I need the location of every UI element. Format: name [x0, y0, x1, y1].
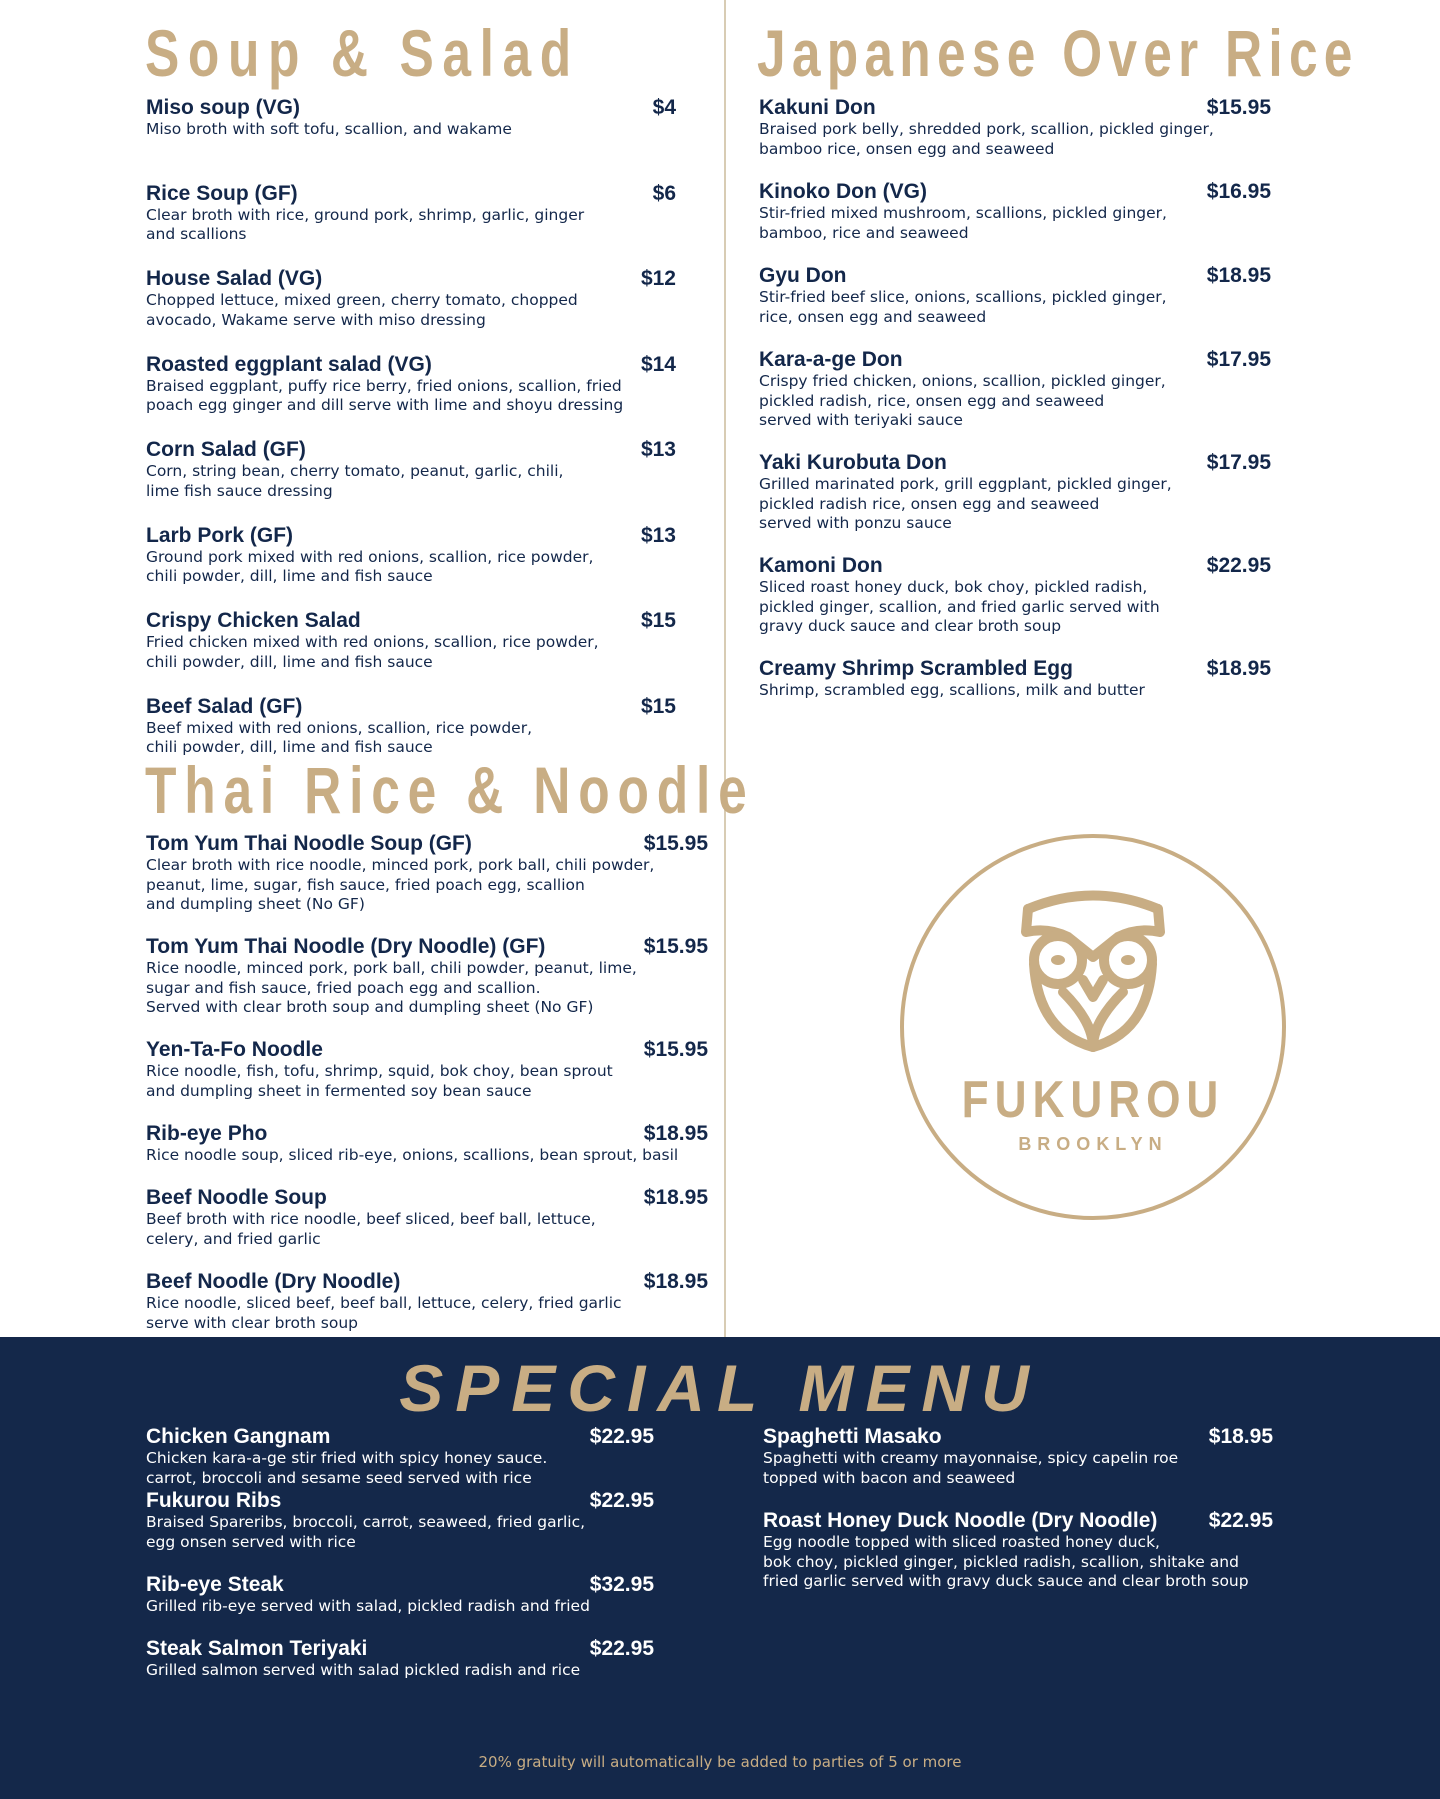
item-name: Kara-a-ge Don	[759, 348, 903, 371]
item-description: Braised Spareribs, broccoli, carrot, seaweed, fried garlic, egg onsen served with rice	[146, 1513, 586, 1551]
item-description: Rice noodle, minced pork, pork ball, chili powder, peanut, lime, sugar and fish sauce, fried poach egg and scallion. Served with clear broth soup and dumpling sheet (No GF)	[146, 959, 637, 1016]
section-title-special-menu: SPECIAL MENU	[399, 1351, 1041, 1425]
special-menu-section	[0, 1337, 1440, 1799]
item-name: Roasted eggplant salad (VG)	[146, 352, 432, 376]
item-description: Stir-fried mixed mushroom, scallions, pickled ginger, bamboo, rice and seaweed	[759, 204, 1167, 242]
owl-logo-icon	[898, 832, 1288, 1222]
item-description: Clear broth with rice, ground pork, shrimp, garlic, ginger and scallions	[146, 205, 585, 243]
item-name: House Salad (VG)	[146, 267, 323, 290]
item-price: $4	[652, 96, 676, 119]
item-name: Yen-Ta-Fo Noodle	[146, 1038, 323, 1061]
logo-name: FUKUROU	[961, 1071, 1225, 1129]
item-name: Beef Noodle Soup	[146, 1186, 327, 1209]
item-price: $15.95	[643, 1038, 708, 1061]
menu-item	[759, 657, 1271, 701]
item-price: $17.95	[1206, 348, 1271, 371]
special-menu-right-list	[763, 1425, 1273, 1592]
item-price: $32.95	[589, 1573, 654, 1596]
menu-item	[759, 96, 1271, 180]
item-description: Chicken kara-a-ge stir fried with spicy honey sauce. carrot, broccoli and sesame seed served with rice	[146, 1449, 548, 1487]
item-name: Beef Salad (GF)	[146, 694, 303, 718]
menu-item	[146, 96, 676, 182]
menu-item	[146, 609, 676, 695]
item-description: Crispy fried chicken, onions, scallion, pickled ginger, pickled radish, rice, onsen egg and seaweed served with teriyaki sauce	[759, 372, 1166, 429]
item-name: Miso soup (VG)	[146, 96, 300, 119]
item-price: $22.95	[589, 1425, 654, 1448]
item-name: Creamy Shrimp Scrambled Egg	[759, 657, 1073, 680]
item-description: Miso broth with soft tofu, scallion, and wakame	[146, 120, 512, 138]
thai-rice-noodle-list	[146, 832, 708, 1354]
item-description: Clear broth with rice noodle, minced pork, pork ball, chili powder, peanut, lime, sugar, fish sauce, fried poach egg, scallion and dumpling sheet (No GF)	[146, 856, 655, 913]
japanese-over-rice-list	[759, 96, 1271, 701]
item-description: Grilled marinated pork, grill eggplant, pickled ginger, pickled radish rice, onsen egg and seaweed served with ponzu sauce	[759, 475, 1172, 532]
item-price: $18.95	[1208, 1425, 1273, 1448]
item-name: Tom Yum Thai Noodle Soup (GF)	[146, 832, 472, 855]
menu-item	[146, 438, 676, 524]
item-description: Chopped lettuce, mixed green, cherry tomato, chopped avocado, Wakame serve with miso dressing	[146, 291, 578, 329]
item-price: $15	[640, 694, 676, 718]
menu-item	[146, 935, 708, 1038]
item-price: $16.95	[1206, 180, 1271, 203]
item-price: $22.95	[1206, 554, 1271, 577]
menu-item	[759, 264, 1271, 348]
menu-item	[146, 832, 708, 935]
column-divider	[724, 0, 726, 1337]
item-price: $18.95	[643, 1122, 708, 1145]
item-price: $18.95	[1206, 657, 1271, 680]
item-name: Steak Salmon Teriyaki	[146, 1637, 368, 1660]
item-description: Corn, string bean, cherry tomato, peanut, garlic, chili, lime fish sauce dressing	[146, 462, 564, 500]
item-price: $15.95	[1206, 96, 1271, 119]
item-description: Grilled rib-eye served with salad, pickled radish and fried	[146, 1597, 590, 1615]
item-price: $14	[640, 352, 676, 376]
menu-item	[146, 182, 676, 268]
item-name: Larb Pork (GF)	[146, 523, 294, 547]
menu-item	[146, 1186, 708, 1270]
item-price: $15.95	[643, 832, 708, 855]
menu-item	[759, 451, 1271, 554]
item-name: Kakuni Don	[759, 96, 876, 119]
soup-salad-list	[146, 96, 676, 780]
item-description: Ground pork mixed with red onions, scallion, rice powder, chili powder, dill, lime and fish sauce	[146, 547, 594, 585]
gratuity-note: 20% gratuity will automatically be added to parties of 5 or more	[478, 1753, 962, 1771]
item-name: Spaghetti Masako	[763, 1425, 942, 1448]
menu-item	[146, 1637, 654, 1701]
item-name: Fukurou Ribs	[146, 1489, 282, 1512]
item-name: Kamoni Don	[759, 554, 883, 577]
menu-item	[146, 1038, 708, 1122]
item-name: Roast Honey Duck Noodle (Dry Noodle)	[763, 1509, 1158, 1532]
menu-item	[146, 524, 676, 610]
section-title-japanese-over-rice: Japanese Over Rice	[757, 16, 1359, 90]
logo-subtitle: BROOKLYN	[1018, 1134, 1168, 1154]
menu-item	[759, 348, 1271, 451]
section-title-soup-salad: Soup & Salad	[145, 16, 580, 90]
item-description: Grilled salmon served with salad pickled radish and rice	[146, 1661, 581, 1679]
item-name: Corn Salad (GF)	[146, 438, 306, 461]
item-price: $17.95	[1206, 451, 1271, 474]
item-name: Gyu Don	[759, 264, 847, 287]
item-description: Rice noodle, fish, tofu, shrimp, squid, bok choy, bean sprout and dumpling sheet in fermented soy bean sauce	[146, 1062, 613, 1100]
item-description: Sliced roast honey duck, bok choy, pickled radish, pickled ginger, scallion, and fried garlic served with gravy duck sauce and clear broth soup	[759, 578, 1160, 635]
item-name: Beef Noodle (Dry Noodle)	[146, 1270, 401, 1293]
item-price: $18.95	[643, 1270, 708, 1293]
item-price: $22.95	[1208, 1509, 1273, 1532]
menu-item	[146, 1425, 654, 1489]
item-name: Kinoko Don (VG)	[759, 180, 927, 203]
item-description: Rice noodle, sliced beef, beef ball, lettuce, celery, fried garlic serve with clear broth soup	[146, 1294, 622, 1332]
menu-item	[763, 1509, 1273, 1592]
item-description: Spaghetti with creamy mayonnaise, spicy capelin roe topped with bacon and seaweed	[763, 1449, 1179, 1487]
item-description: Rice noodle soup, sliced rib-eye, onions, scallions, bean sprout, basil	[146, 1146, 679, 1164]
menu-item	[146, 1489, 654, 1573]
menu-item	[146, 695, 676, 781]
item-price: $15.95	[643, 935, 708, 958]
menu-item	[146, 267, 676, 353]
item-name: Rib-eye Pho	[146, 1122, 268, 1145]
item-description: Braised eggplant, puffy rice berry, fried onions, scallion, fried poach egg ginger and dill serve with lime and shoyu dressing	[146, 376, 624, 414]
item-description: Beef broth with rice noodle, beef sliced, beef ball, lettuce, celery, and fried garlic	[146, 1210, 596, 1248]
item-name: Rib-eye Steak	[146, 1573, 284, 1596]
item-price: $12	[640, 267, 676, 290]
menu-item	[146, 353, 676, 439]
fukurou-logo	[898, 832, 1288, 1222]
menu-item	[146, 1573, 654, 1637]
item-price: $18.95	[1206, 264, 1271, 287]
section-title-thai-rice-noodle: Thai Rice & Noodle	[145, 753, 755, 827]
item-price: $22.95	[589, 1637, 654, 1660]
item-price: $15	[640, 609, 676, 632]
item-description: Braised pork belly, shredded pork, scallion, pickled ginger, bamboo rice, onsen egg and seaweed	[759, 120, 1214, 158]
item-price: $6	[652, 181, 676, 205]
item-name: Crispy Chicken Salad	[146, 609, 361, 632]
special-menu-left-list	[146, 1425, 654, 1701]
item-price: $13	[640, 438, 676, 461]
item-price: $18.95	[643, 1186, 708, 1209]
menu-item	[763, 1425, 1273, 1509]
item-description: Shrimp, scrambled egg, scallions, milk and butter	[759, 681, 1145, 699]
item-description: Egg noodle topped with sliced roasted honey duck, bok choy, pickled ginger, pickled radish, scallion, shitake and fried garlic served with gravy duck sauce and clear broth soup	[763, 1533, 1249, 1590]
item-name: Yaki Kurobuta Don	[759, 451, 947, 474]
item-name: Tom Yum Thai Noodle (Dry Noodle) (GF)	[146, 935, 546, 958]
menu-item	[759, 554, 1271, 657]
menu-item	[146, 1122, 708, 1186]
item-description: Beef mixed with red onions, scallion, rice powder, chili powder, dill, lime and fish sauce	[146, 718, 533, 756]
item-name: Rice Soup (GF)	[146, 181, 298, 205]
item-description: Fried chicken mixed with red onions, scallion, rice powder, chili powder, dill, lime and fish sauce	[146, 633, 599, 671]
menu-item	[759, 180, 1271, 264]
item-price: $22.95	[589, 1489, 654, 1512]
item-description: Stir-fried beef slice, onions, scallions, pickled ginger, rice, onsen egg and seaweed	[759, 288, 1167, 326]
item-price: $13	[640, 523, 676, 547]
item-name: Chicken Gangnam	[146, 1425, 331, 1448]
